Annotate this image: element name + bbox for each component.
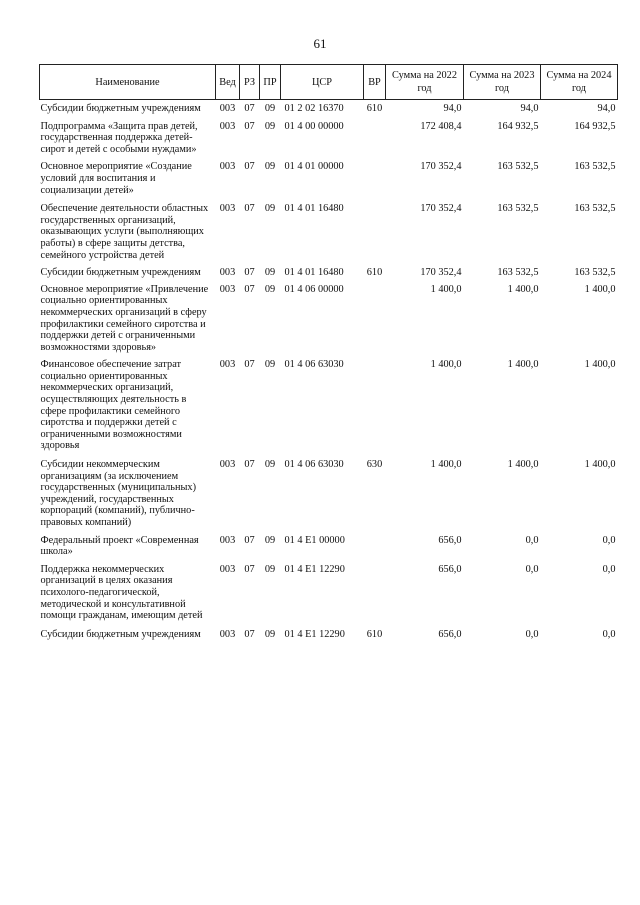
budget-table [39,64,618,640]
page-number: 61 [313,36,327,51]
row-name: Федеральный проект «Современная школа» [40,534,199,558]
row-csr: 01 4 01 16480 [284,203,344,215]
row-sum-2023: 0,0 [525,534,539,546]
table-row [40,284,618,360]
row-sum-2022: 1 400,0 [430,283,462,295]
row-sum-2022: 170 352,4 [420,267,462,279]
row-rz: 07 [244,120,255,132]
table-row [40,564,618,629]
row-sum-2023: 94,0 [520,103,539,114]
row-sum-2024: 163 532,5 [574,267,616,279]
header-name: Наименование [40,65,216,100]
row-pr: 09 [264,203,276,215]
row-rz: 07 [244,628,255,640]
row-sum-2024: 1 400,0 [584,359,616,371]
row-ved: 003 [219,563,236,575]
row-name: Подпрограмма «Защита прав детей, государственная поддержка детей-сирот и детей с особыми нуждами» [40,120,198,155]
row-sum-2024: 1 400,0 [584,283,616,295]
header-rz: РЗ [240,65,260,100]
row-ved: 003 [219,103,236,114]
row-sum-2023: 163 532,5 [497,267,539,279]
row-sum-2023: 163 532,5 [497,161,539,173]
row-csr: 01 4 06 00000 [284,283,344,295]
row-sum-2023: 1 400,0 [507,359,539,371]
row-vr: 610 [366,103,383,114]
row-sum-2022: 94,0 [443,103,462,114]
table-row [40,459,618,535]
row-ved: 003 [219,534,236,546]
row-csr: 01 4 00 00000 [284,120,344,132]
row-pr: 09 [264,161,276,173]
row-sum-2023: 163 532,5 [497,203,539,215]
row-sum-2022: 656,0 [438,628,462,640]
row-name: Субсидии бюджетным учреждениям [40,267,201,279]
header-ved: Вед [216,65,240,100]
table-body [40,100,618,641]
row-csr: 01 2 02 16370 [284,103,344,114]
row-vr [364,121,386,162]
row-pr: 09 [264,267,276,279]
row-pr: 09 [264,628,276,640]
table-header [40,65,618,100]
row-pr: 09 [264,120,276,132]
row-sum-2022: 170 352,4 [420,203,462,215]
row-ved: 003 [219,459,236,471]
row-sum-2022: 172 408,4 [420,120,462,132]
row-vr [364,161,386,203]
row-rz: 07 [244,359,255,371]
row-ved: 003 [219,267,236,279]
row-csr: 01 4 01 16480 [284,267,344,279]
row-name: Субсидии бюджетным учреждениям [40,103,201,114]
row-sum-2024: 163 532,5 [574,161,616,173]
row-sum-2024: 0,0 [602,563,616,575]
table-row [40,100,618,121]
row-name: Субсидии некоммерческим организациям (за исключением государственных (муниципальных) учреждений, государственных корпораций (компаний), публично-правовых компаний) [40,459,197,528]
row-vr [364,564,386,629]
row-ved: 003 [219,203,236,215]
row-sum-2022: 656,0 [438,534,462,546]
row-vr: 610 [366,628,383,640]
row-sum-2023: 1 400,0 [507,459,539,471]
row-name: Обеспечение деятельности областных государственных организаций, оказывающих услуги (выполняющих работы) в сфере защиты детства, семейного устройства детей [40,203,209,261]
row-csr: 01 4 06 63030 [284,459,344,471]
row-vr [364,203,386,267]
row-sum-2024: 164 932,5 [574,120,616,132]
row-name: Субсидии бюджетным учреждениям [40,628,201,640]
table-row [40,267,618,284]
row-vr: 630 [366,459,383,471]
row-ved: 003 [219,161,236,173]
row-name: Финансовое обеспечение затрат социально ориентированных некоммерческих организаций, осуществляющих деятельность в сфере профилактики семейного сиротства и поддержки детей с ограниченными возможностями здоровья [40,359,187,452]
header-pr: ПР [260,65,281,100]
table-row [40,629,618,641]
row-sum-2024: 0,0 [602,628,616,640]
row-sum-2023: 0,0 [525,628,539,640]
row-rz: 07 [244,267,255,279]
row-ved: 003 [219,283,236,295]
row-sum-2024: 1 400,0 [584,459,616,471]
row-ved: 003 [219,359,236,371]
row-sum-2024: 94,0 [597,103,616,114]
row-sum-2022: 656,0 [438,563,462,575]
row-rz: 07 [244,534,255,546]
row-sum-2023: 0,0 [525,563,539,575]
row-name: Поддержка некоммерческих организаций в целях оказания психолого-педагогической, методической и консультативной помощи гражданам, имеющим детей [40,563,203,622]
row-rz: 07 [244,161,255,173]
row-sum-2023: 164 932,5 [497,120,539,132]
header-sum-2024: Сумма на 2024 год [541,65,618,100]
row-csr: 01 4 06 63030 [284,359,344,371]
row-pr: 09 [264,563,276,575]
row-vr [364,284,386,360]
table-row [40,535,618,564]
row-vr: 610 [366,267,383,279]
row-rz: 07 [244,203,255,215]
row-rz: 07 [244,103,255,114]
row-csr: 01 4 E1 12290 [284,563,345,575]
header-vr: ВР [364,65,386,100]
row-name: Основное мероприятие «Создание условий для воспитания и социализации детей» [40,161,192,196]
row-vr [364,535,386,564]
row-pr: 09 [264,103,276,114]
row-pr: 09 [264,459,276,471]
table-row [40,359,618,459]
row-sum-2022: 170 352,4 [420,161,462,173]
header-sum-2022: Сумма на 2022 год [386,65,464,100]
row-pr: 09 [264,534,276,546]
row-sum-2024: 0,0 [602,534,616,546]
row-ved: 003 [219,628,236,640]
row-pr: 09 [264,359,276,371]
row-ved: 003 [219,120,236,132]
row-csr: 01 4 01 00000 [284,161,344,173]
row-name: Основное мероприятие «Привлечение социально ориентированных некоммерческих организаций в сферу профилактики семейного сиротства и поддержки детей с ограниченными возможностями здоровья» [40,283,209,353]
header-sum-2023: Сумма на 2023 год [464,65,541,100]
table-row [40,203,618,267]
row-rz: 07 [244,563,255,575]
header-csr: ЦСР [281,65,364,100]
row-rz: 07 [244,459,255,471]
row-csr: 01 4 E1 12290 [284,628,345,640]
row-sum-2023: 1 400,0 [507,283,539,295]
row-sum-2022: 1 400,0 [430,459,462,471]
row-csr: 01 4 E1 00000 [284,534,345,546]
row-pr: 09 [264,283,276,295]
row-rz: 07 [244,283,255,295]
table-row [40,121,618,162]
row-sum-2022: 1 400,0 [430,359,462,371]
row-vr [364,359,386,459]
row-sum-2024: 163 532,5 [574,203,616,215]
table-row [40,161,618,203]
